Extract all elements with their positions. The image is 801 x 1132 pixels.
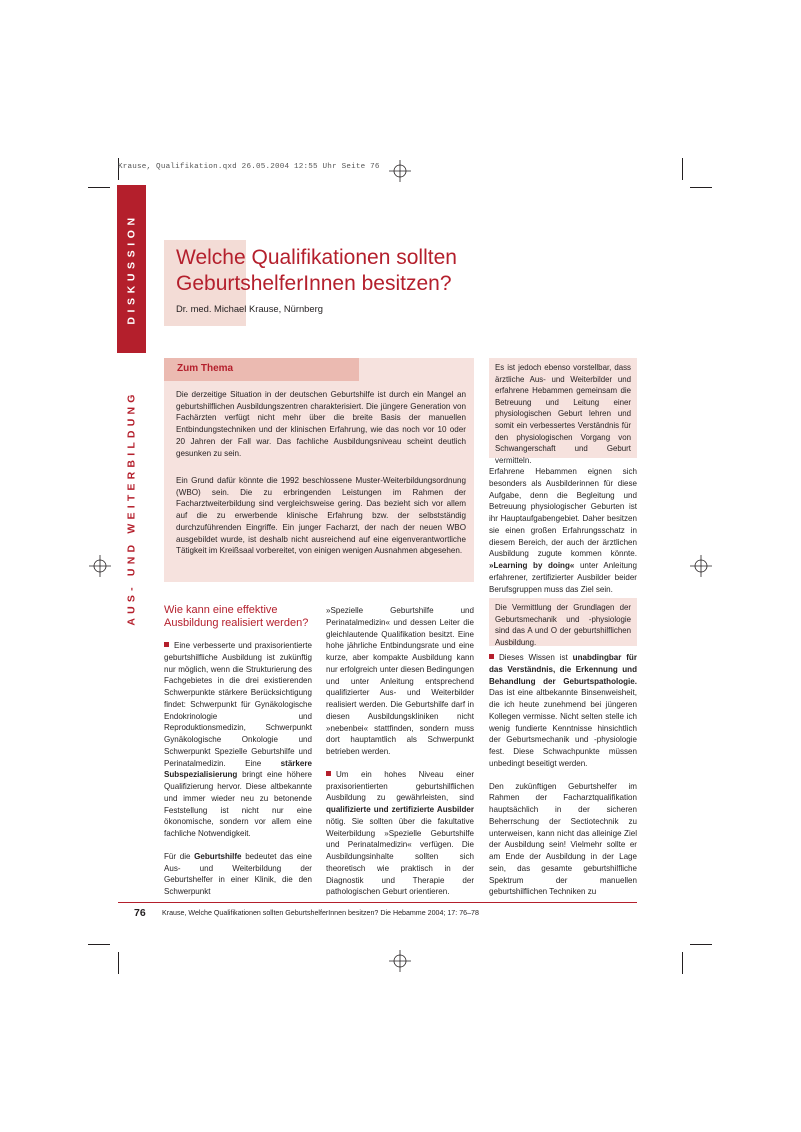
crop-mark (682, 952, 683, 974)
body-paragraph: Erfahrene Hebammen eignen sich besonders als Ausbilderinnen für diese Aufgabe, denn die Begleitung und Betreuung physiologischer Geburten ist ihr Hauptaufgabengebiet. Daher besitzen sie einen großen Erfahrungsschatz in diesem Bereich, der auch der ärztlichen Ausbildung zugute kommen könnte. »Learning by doing« unter Anleitung erfahrener, zertifizierter Ausbilder beider Berufsgruppen muss das Ziel sein. (489, 467, 637, 594)
article-title (176, 245, 536, 297)
crop-mark (682, 158, 683, 180)
body-paragraph: Für die Geburtshilfe bedeutet das eine Aus- und Weiterbildung der Geburtshelfer in einer Klinik, die den Schwerpunkt (164, 851, 312, 896)
crop-mark (690, 944, 712, 945)
title-line-2: GeburtshelferInnen besitzen? (176, 272, 452, 295)
section-rubric: AUS- UND WEITERBILDUNG (125, 389, 138, 626)
registration-mark-icon (89, 555, 111, 577)
body-paragraph: Dieses Wissen ist unabdingbar für das Verständnis, die Erkennung und Behandlung der Geburtspathologie. Das ist eine altbekannte Binsenweisheit, die ich heute zunehmend bei jüngeren Kollegen vermisse. Nicht selten stelle ich wenig fundierte Kenntnisse hinsichtlich der Geburtsmechanik und -physiologie fest. Diese Schwachpunkte müssen unbedingt beseitigt werden. (489, 653, 637, 768)
footer-rule (118, 902, 637, 903)
section-category: DISKUSSION (125, 213, 138, 325)
registration-mark-icon (389, 160, 411, 182)
pull-quote: Die Vermittlung der Grundlagen der Geburtsmechanik und -physiologie sind das A und O der geburtshilflichen Ausbildung. (489, 598, 637, 646)
bullet-square-icon (164, 642, 169, 647)
column-2 (326, 605, 474, 909)
article-author: Dr. med. Michael Krause, Nürnberg (176, 303, 323, 314)
crop-mark (88, 944, 110, 945)
title-line-1: Welche Qualifikationen sollten (176, 246, 457, 269)
crop-mark (88, 187, 110, 188)
column-3-lower (489, 652, 637, 909)
footer-citation: Krause, Welche Qualifikationen sollten GeburtshelferInnen besitzen? Die Hebamme 2004; 17: 76–78 (162, 909, 479, 917)
body-paragraph: Um ein hohes Niveau einer praxisorientierten geburtshilflichen Ausbildung zu gewährleisten, sind qualifizierte und zertifizierte Ausbilder nötig. Sie sollten über die fakultative Weiterbildung »Spezielle Geburtshilfe und Perinatalmedizin« verfügen. Die Ausbildungsinhalte sollten sich theoretisch wie praktisch in der Diagnostik und Therapie der pathologischen Geburt orientieren. (326, 769, 474, 897)
column-3-upper (489, 466, 637, 606)
body-paragraph: »Spezielle Geburtshilfe und Perinatalmedizin« und dessen Leiter die gleichlautende Qualifikation besitzt. Eine hohe jährliche Entbindungsrate und eine kurze, aber kompakte Ausbildung kann nur erfolgreich unter diesen Bedingungen und unter Anleitung entsprechend qualifizierter Aus- und Weiterbilder realisiert werden. Die Geburtshilfe darf in diesen Ausbildungskliniken nicht »nebenbei« stattfinden, sondern muss dort hauptamtlich als Schwerpunkt betrieben werden. (326, 606, 474, 756)
bullet-square-icon (489, 654, 494, 659)
intro-paragraph-1: Die derzeitige Situation in der deutschen Geburtshilfe ist durch ein Mangel an geburtshilflichen Ausbildungszentren charakterisiert. Die jüngere Generation von Fachärzten verfügt nicht mehr über die breite Basis der manuellen Entbindungstechniken und der klinischen Erfahrung, wie das noch vor 10 oder 20 Jahren der Fall war. Das fachliche Ausbildungsniveau scheint deutlich gesunken zu sein. (176, 390, 466, 458)
body-paragraph: Den zukünftigen Geburtshelfer im Rahmen der Facharztqualifikation hauptsächlich in der sicheren Beherrschung der Sectiotechnik zu unterweisen, kann nicht das alleinige Ziel der Ausbildung sein! Vielmehr sollte er am Ende der Ausbildung in der Lage sein, das gesamte geburtshilfliche Spektrum der manuellen geburtshilflichen Techniken zu (489, 781, 637, 897)
intro-box-heading: Zum Thema (177, 363, 234, 374)
section-heading: Wie kann eine effektive Ausbildung realisiert werden? (164, 604, 309, 629)
crop-mark (118, 952, 119, 974)
registration-mark-icon (690, 555, 712, 577)
registration-mark-icon (389, 950, 411, 972)
print-slug: Krause, Qualifikation.qxd 26.05.2004 12:55 Uhr Seite 76 (118, 163, 380, 171)
bullet-square-icon (326, 771, 331, 776)
body-paragraph: Eine verbesserte und praxisorientierte geburtshilfliche Ausbildung ist zukünftig nur möglich, wenn die Strukturierung des Fachgebietes in die drei existierenden Schwerpunkte stärkere Berücksichtigung findet: Schwerpunkt für Gynäkologische Endokrinologie und Reproduktionsmedizin, Schwerpunkt Gynäkologische Onkologie und Schwerpunkt Spezielle Geburtshilfe und Perinatalmedizin. Eine stärkere Subspezialisierung bringt eine höhere Qualifizierung hervor. Diese altbekannte und immer wieder neu zu betonende Feststellung ist nicht nur eine ökonomische, sondern vor allem eine fachliche Notwendigkeit. (164, 641, 312, 838)
page-number: 76 (134, 907, 146, 919)
column-1 (164, 640, 312, 909)
pull-quote: Es ist jedoch ebenso vorstellbar, dass ärztliche Aus- und Weiterbilder und erfahrene Hebammen gemeinsam die Betreuung und Leitung einer physiologischen Geburt lehren und somit ein verbessertes Verständnis für den physiologischen Vorgang von Schwangerschaft und Geburt vermitteln. (489, 358, 637, 458)
intro-paragraph-2: Ein Grund dafür könnte die 1992 beschlossene Muster-Weiterbildungsordnung (WBO) sein. Die zu erbringenden Leistungen im Rahmen der Facharztweiterbildung sind vergleichsweise gering. Das bezieht sich vor allem auf die zu erwerbende klinische Erfahrung bzw. der selbstständig durchzuführenden Eingriffe. Ein junger Facharzt, der nach der neuen WBO ausgebildet wurde, ist deshalb nicht ausreichend auf eine eigenverantwortliche Tätigkeit im Kreißsaal vorbereitet, von einigen wenigen Ausnahmen abgesehen. (176, 476, 466, 556)
crop-mark (690, 187, 712, 188)
